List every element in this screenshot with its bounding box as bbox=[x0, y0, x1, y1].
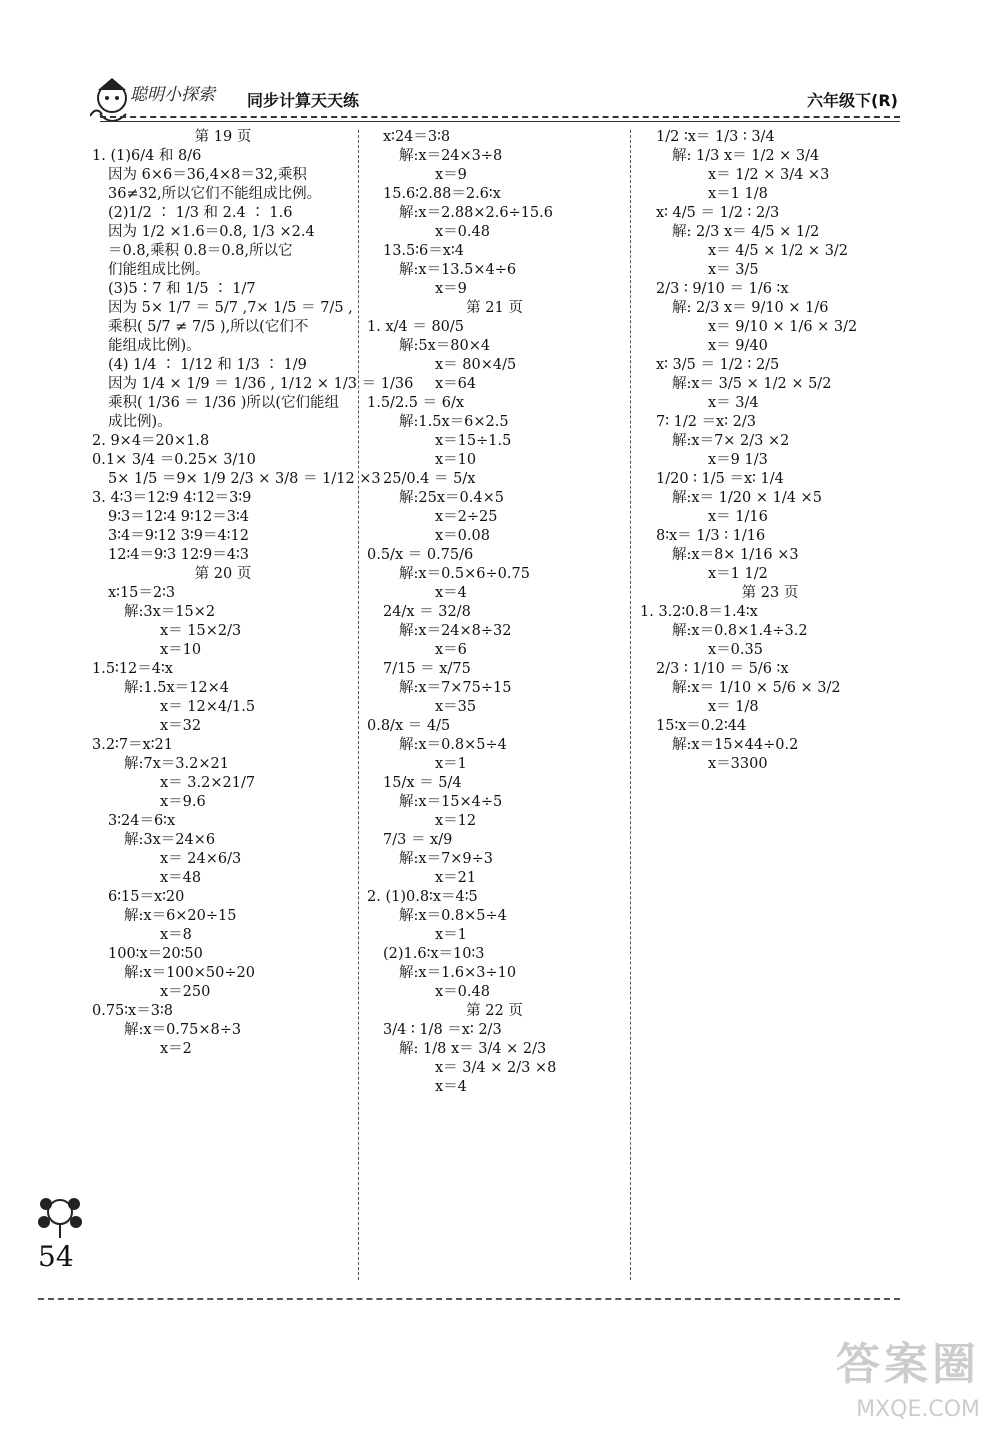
answer-line: 解:x＝0.8×5÷4 bbox=[399, 737, 507, 753]
answer-line: 因为 6×6＝36,4×8＝32,乘积 bbox=[108, 167, 307, 183]
answer-line: 36≠32,所以它们不能组成比例。 bbox=[108, 186, 322, 202]
answer-line: 25/0.4 ＝ 5/x bbox=[383, 471, 476, 487]
answer-line: x＝10 bbox=[435, 452, 477, 468]
answer-line: 解:x＝7×75÷15 bbox=[399, 680, 512, 696]
answer-line: x＝ 15×2/3 bbox=[160, 623, 242, 639]
answer-line: x＝1 1/2 bbox=[708, 566, 768, 582]
answer-line: 解:x＝7×9÷3 bbox=[399, 851, 494, 867]
answer-line: x∶ 3/5 ＝ 1/2 ∶ 2/5 bbox=[656, 357, 780, 373]
column-separator bbox=[358, 130, 359, 1280]
flower-mascot-icon bbox=[30, 1190, 90, 1240]
answer-line: (3)5∶7 和 1/5 ∶ 1/7 bbox=[108, 281, 256, 297]
answer-line: 解:25x＝0.4×5 bbox=[399, 490, 504, 506]
answer-line: 因为 5× 1/7 ＝ 5/7 ,7× 1/5 ＝ 7/5 , bbox=[108, 300, 353, 316]
answer-line: x＝ 3/5 bbox=[708, 262, 759, 278]
answer-line: x＝8 bbox=[160, 927, 192, 943]
answer-line: 3/4 ∶ 1/8 ＝x∶ 2/3 bbox=[383, 1022, 502, 1038]
answer-line: 解:x＝8× 1/16 ×3 bbox=[672, 547, 799, 563]
answer-line: 7/15 ＝ x/75 bbox=[383, 661, 471, 677]
answer-line: ＝0.8,乘积 0.8＝0.8,所以它 bbox=[108, 243, 293, 259]
answer-line: x＝9 1/3 bbox=[708, 452, 768, 468]
answer-line: 0.1× 3/4 ＝0.25× 3/10 bbox=[92, 452, 256, 468]
answer-line: 因为 1/2 ×1.6＝0.8, 1/3 ×2.4 bbox=[108, 224, 315, 240]
answer-line: 解:x＝24×3÷8 bbox=[399, 148, 503, 164]
answer-line: 1.5/2.5 ＝ 6/x bbox=[367, 395, 465, 411]
answer-line: x∶ 4/5 ＝ 1/2 ∶ 2/3 bbox=[656, 205, 780, 221]
answer-line: 0.8/x ＝ 4/5 bbox=[367, 718, 451, 734]
answer-line: 1. (1)6/4 和 8/6 bbox=[92, 148, 202, 164]
answer-line: x＝4 bbox=[435, 585, 467, 601]
answer-line: x＝2 bbox=[160, 1041, 192, 1057]
answer-line: 15∶x＝0.2∶44 bbox=[656, 718, 747, 734]
answer-line: x＝ 9/40 bbox=[708, 338, 768, 354]
answer-line: x＝ 3.2×21/7 bbox=[160, 775, 256, 791]
answer-line: 解:x＝0.75×8÷3 bbox=[124, 1022, 242, 1038]
answer-line: 3∶4＝9∶12 3∶9＝4∶12 bbox=[108, 528, 249, 544]
answer-line: 解:x＝0.8×1.4÷3.2 bbox=[672, 623, 808, 639]
watermark: 答案圈 bbox=[836, 1339, 980, 1390]
answer-line: x＝1 bbox=[435, 756, 467, 772]
answer-line: 解:5x＝80×4 bbox=[399, 338, 491, 354]
answer-line: x＝64 bbox=[435, 376, 477, 392]
logo-text: 聪明小探索 bbox=[130, 85, 215, 105]
answer-line: 解:x＝6×20÷15 bbox=[124, 908, 237, 924]
column-separator bbox=[630, 130, 631, 1280]
answer-line: (4) 1/4 ∶ 1/12 和 1/3 ∶ 1/9 bbox=[108, 357, 307, 373]
answer-line: x＝9 bbox=[435, 281, 467, 297]
answer-line: x＝ 80×4/5 bbox=[435, 357, 517, 373]
answer-line: x＝1 bbox=[435, 927, 467, 943]
answer-line: 2. 9×4＝20×1.8 bbox=[92, 433, 210, 449]
answer-line: 解: 1/3 x＝ 1/2 × 3/4 bbox=[672, 148, 820, 164]
answer-line: 解:x＝100×50÷20 bbox=[124, 965, 255, 981]
answer-line: 解:3x＝24×6 bbox=[124, 832, 216, 848]
answer-line: 解:x＝2.88×2.6÷15.6 bbox=[399, 205, 553, 221]
answer-line: (2)1/2 ∶ 1/3 和 2.4 ∶ 1.6 bbox=[108, 205, 293, 221]
answer-line: x＝21 bbox=[435, 870, 477, 886]
answer-line: 成比例)。 bbox=[108, 414, 172, 430]
answer-line: 7∶ 1/2 ＝x∶ 2/3 bbox=[656, 414, 756, 430]
answer-line: x＝9.6 bbox=[160, 794, 206, 810]
answer-line: 解: 1/8 x＝ 3/4 × 2/3 bbox=[399, 1041, 547, 1057]
answer-line: 7/3 ＝ x/9 bbox=[383, 832, 453, 848]
answer-line: x＝9 bbox=[435, 167, 467, 183]
answer-line: x＝ 1/16 bbox=[708, 509, 768, 525]
answer-line: 24/x ＝ 32/8 bbox=[383, 604, 471, 620]
header-divider-line bbox=[100, 121, 900, 122]
answer-line: x＝ 4/5 × 1/2 × 3/2 bbox=[708, 243, 849, 259]
answer-line: 解:1.5x＝12×4 bbox=[124, 680, 229, 696]
answer-line: x＝ 3/4 × 2/3 ×8 bbox=[435, 1060, 557, 1076]
section-heading: 第 23 页 bbox=[741, 585, 799, 601]
answer-line: x＝ 9/10 × 1/6 × 3/2 bbox=[708, 319, 858, 335]
section-heading: 第 20 页 bbox=[194, 566, 252, 582]
section-heading: 第 21 页 bbox=[466, 300, 523, 316]
answer-line: 1. 3.2∶0.8＝1.4∶x bbox=[640, 604, 758, 620]
answer-line: 解:1.5x＝6×2.5 bbox=[399, 414, 509, 430]
answer-line: 解:x＝0.8×5÷4 bbox=[399, 908, 507, 924]
answer-line: 15.6∶2.88＝2.6∶x bbox=[383, 186, 501, 202]
answer-line: x＝32 bbox=[160, 718, 202, 734]
answer-line: 15/x ＝ 5/4 bbox=[383, 775, 462, 791]
answer-line: 解:x＝0.5×6÷0.75 bbox=[399, 566, 530, 582]
answer-line: 0.5/x ＝ 0.75/6 bbox=[367, 547, 474, 563]
section-heading: 第 22 页 bbox=[466, 1003, 523, 1019]
page-header bbox=[0, 0, 1000, 140]
answer-line: x∶24＝3∶8 bbox=[383, 129, 451, 145]
answer-line: 能组成比例)。 bbox=[108, 338, 201, 354]
answer-line: 8∶x＝ 1/3 ∶ 1/16 bbox=[656, 528, 766, 544]
answer-line: 2/3 ∶ 1/10 ＝ 5/6 ∶x bbox=[656, 661, 789, 677]
answer-line: x＝15÷1.5 bbox=[435, 433, 512, 449]
answer-line: 乘积( 1/36 ＝ 1/36 )所以(它们能组 bbox=[108, 395, 340, 411]
answer-line: x＝0.35 bbox=[708, 642, 763, 658]
answer-line: x＝12 bbox=[435, 813, 477, 829]
answer-line: 2. (1)0.8∶x＝4∶5 bbox=[367, 889, 478, 905]
answer-line: x＝ 12×4/1.5 bbox=[160, 699, 256, 715]
answer-line: 1. x/4 ＝ 80/5 bbox=[367, 319, 465, 335]
answer-line: 9∶3＝12∶4 9∶12＝3∶4 bbox=[108, 509, 249, 525]
answer-line: x＝ 1/8 bbox=[708, 699, 759, 715]
answer-line: 因为 1/4 × 1/9 ＝ 1/36 , 1/12 × 1/3 ＝ 1/36 bbox=[108, 376, 414, 392]
answer-line: 3∶24＝6∶x bbox=[108, 813, 176, 829]
series-title: 同步计算天天练 bbox=[247, 91, 360, 110]
answer-line: x＝35 bbox=[435, 699, 477, 715]
answer-line: 3. 4∶3＝12∶9 4∶12＝3∶9 bbox=[92, 490, 252, 506]
answer-line: x＝4 bbox=[435, 1079, 467, 1095]
answer-line: x＝0.48 bbox=[435, 224, 490, 240]
answer-line: 1/2 ∶x＝ 1/3 ∶ 3/4 bbox=[656, 129, 775, 145]
answer-line: x＝ 3/4 bbox=[708, 395, 759, 411]
answer-line: 0.75∶x＝3∶8 bbox=[92, 1003, 173, 1019]
answer-line: x＝6 bbox=[435, 642, 467, 658]
grade-label: 六年级下(R) bbox=[807, 91, 898, 110]
answer-line: 12∶4＝9∶3 12∶9＝4∶3 bbox=[108, 547, 249, 563]
answer-line: 2/3 ∶ 9/10 ＝ 1/6 ∶x bbox=[656, 281, 789, 297]
answer-line: 6∶15＝x∶20 bbox=[108, 889, 185, 905]
answer-line: 解:x＝15×4÷5 bbox=[399, 794, 503, 810]
answer-line: x＝48 bbox=[160, 870, 202, 886]
footer-divider bbox=[38, 1298, 900, 1300]
answer-column-3 bbox=[640, 128, 900, 774]
answer-line: 1.5∶12＝4∶x bbox=[92, 661, 173, 677]
answer-line: x＝0.08 bbox=[435, 528, 490, 544]
answer-line: x＝1 1/8 bbox=[708, 186, 768, 202]
answer-line: x＝250 bbox=[160, 984, 211, 1000]
answer-column-2 bbox=[367, 128, 622, 1097]
answer-line: x＝10 bbox=[160, 642, 202, 658]
answer-line: 解:x＝ 3/5 × 1/2 × 5/2 bbox=[672, 376, 832, 392]
answer-line: 100∶x＝20∶50 bbox=[108, 946, 203, 962]
answer-line: (2)1.6∶x＝10∶3 bbox=[383, 946, 485, 962]
answer-line: 解:x＝1.6×3÷10 bbox=[399, 965, 517, 981]
answer-line: 3.2∶7＝x∶21 bbox=[92, 737, 173, 753]
answer-line: x＝2÷25 bbox=[435, 509, 498, 525]
section-heading: 第 19 页 bbox=[194, 129, 252, 145]
answer-line: 解: 2/3 x＝ 4/5 × 1/2 bbox=[672, 224, 820, 240]
answer-line: 5× 1/5 ＝9× 1/9 2/3 × 3/8 ＝ 1/12 ×3 bbox=[108, 471, 381, 487]
answer-line: 乘积( 5/7 ≠ 7/5 ),所以(它们不 bbox=[108, 319, 309, 335]
answer-line: 解:3x＝15×2 bbox=[124, 604, 216, 620]
page-number: 54 bbox=[38, 1240, 74, 1273]
answer-line: x＝ 24×6/3 bbox=[160, 851, 242, 867]
answer-line: 们能组成比例。 bbox=[108, 262, 210, 278]
answer-line: 解:x＝13.5×4÷6 bbox=[399, 262, 517, 278]
answer-line: 解:x＝ 1/20 × 1/4 ×5 bbox=[672, 490, 822, 506]
answer-line: x＝0.48 bbox=[435, 984, 490, 1000]
answer-line: x∶15＝2∶3 bbox=[108, 585, 176, 601]
answer-line: 1/20 ∶ 1/5 ＝x∶ 1/4 bbox=[656, 471, 784, 487]
answer-line: 解:x＝7× 2/3 ×2 bbox=[672, 433, 790, 449]
answer-line: x＝ 1/2 × 3/4 ×3 bbox=[708, 167, 830, 183]
answer-line: 解:x＝ 1/10 × 5/6 × 3/2 bbox=[672, 680, 841, 696]
watermark-url: MXQE.COM bbox=[856, 1397, 980, 1422]
answer-line: 解:x＝24×8÷32 bbox=[399, 623, 512, 639]
answer-line: 13.5∶6＝x∶4 bbox=[383, 243, 464, 259]
answer-line: x＝3300 bbox=[708, 756, 768, 772]
answer-line: 解:7x＝3.2×21 bbox=[124, 756, 229, 772]
answer-line: 解: 2/3 x＝ 9/10 × 1/6 bbox=[672, 300, 829, 316]
header-divider bbox=[100, 116, 900, 118]
answer-line: 解:x＝15×44÷0.2 bbox=[672, 737, 799, 753]
